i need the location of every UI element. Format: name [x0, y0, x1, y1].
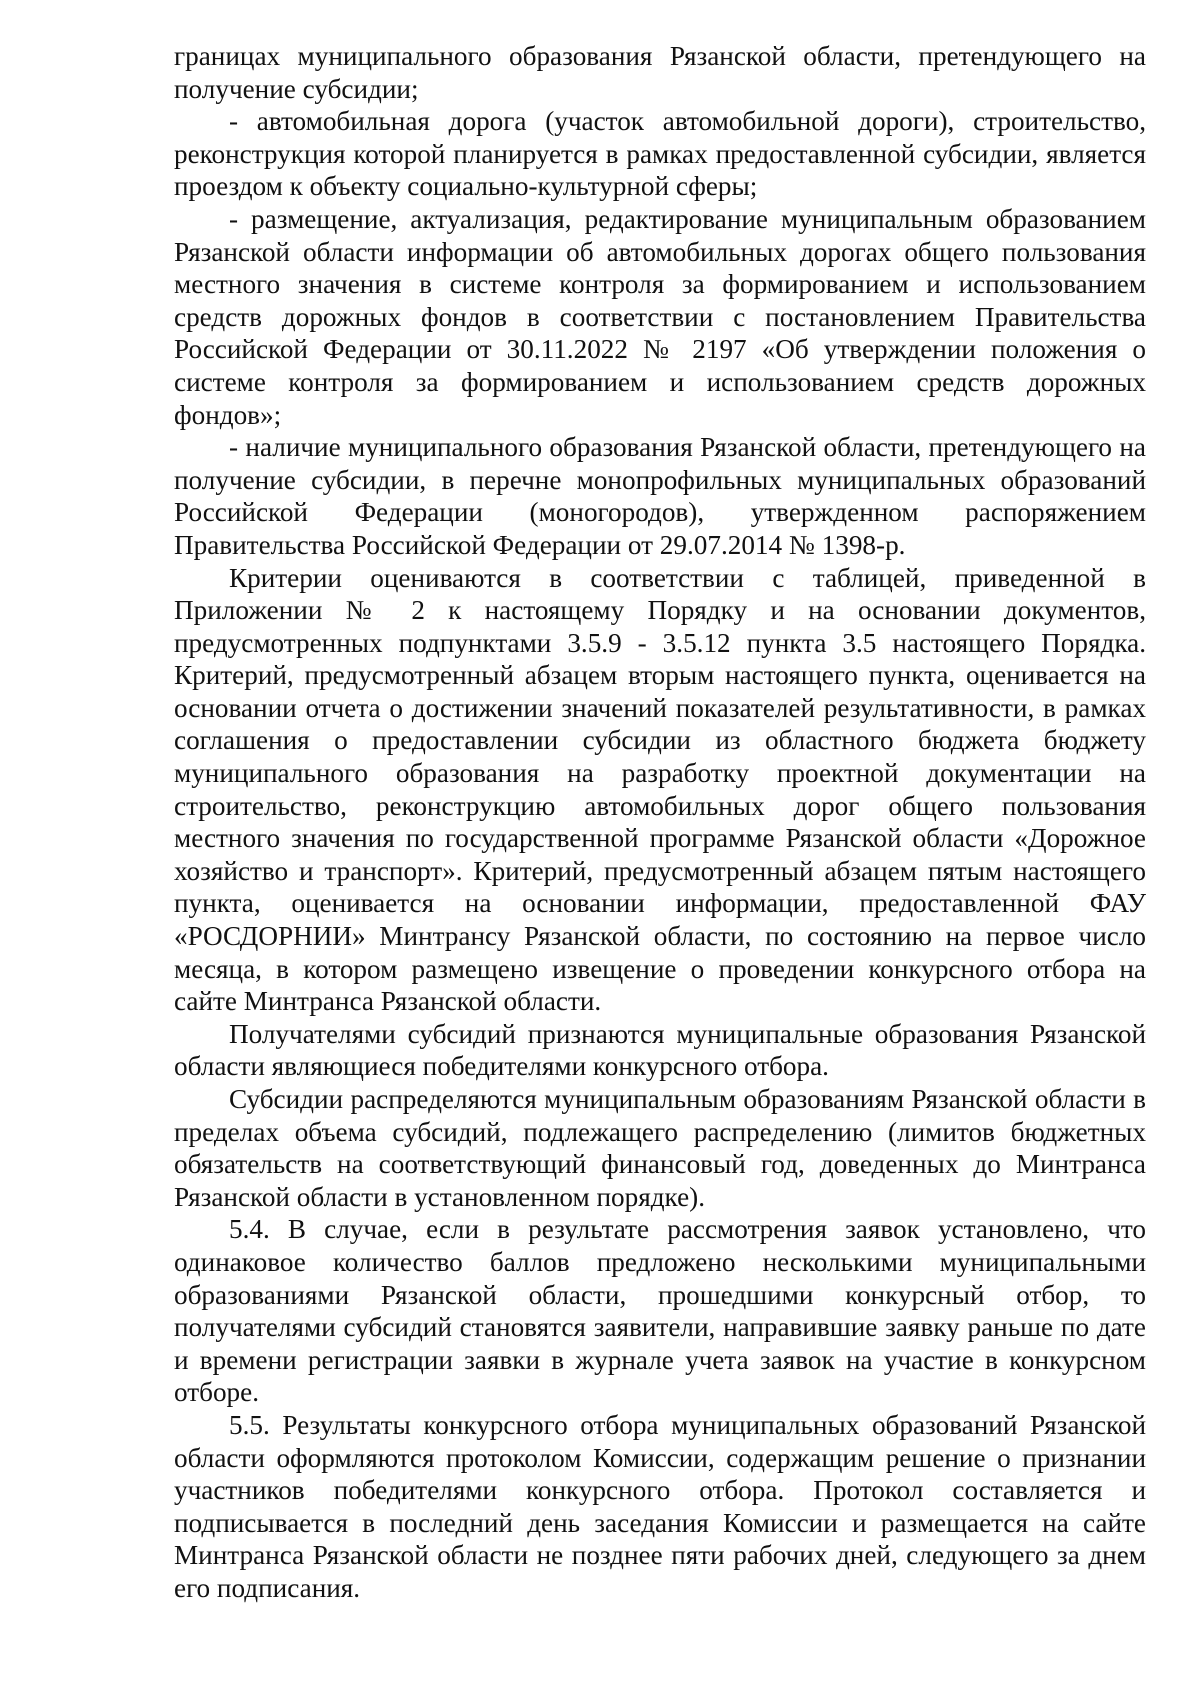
paragraph-criterion-road-access: - автомобильная дорога (участок автомобильной дороги), строительство, реконструкция которой планируется в рамках предоставленной субсидии, является проездом к объекту социально-культурной сферы; — [174, 106, 1146, 202]
paragraph-clause-5-5: 5.5. Результаты конкурсного отбора муниципальных образований Рязанской области оформляются протоколом Комиссии, содержащим решение о признании участников победителями конкурсного отбора. Протокол составляется и подписывается в последний день заседания Комиссии и размещается на сайте Минтранса Рязанской области не позднее пяти рабочих дней, следующего за днем его подписания. — [174, 1409, 1146, 1603]
paragraph-clause-5-4: 5.4. В случае, если в результате рассмотрения заявок установлено, что одинаковое количество баллов предложено несколькими муниципальными образованиями Рязанской области, прошедшими конкурсный отбор, то получателями субсидий становятся заявители, направившие заявку раньше по дате и времени регистрации заявки в журнале учета заявок на участие в конкурсном отборе. — [174, 1214, 1146, 1408]
document-page — [174, 40, 1146, 1605]
paragraph-continuation: границах муниципального образования Рязанской области, претендующего на получение субсидии; — [174, 41, 1146, 104]
paragraph-criterion-monotown: - наличие муниципального образования Рязанской области, претендующего на получение субсидии, в перечне монопрофильных муниципальных образований Российской Федерации (моногородов), утвержденном распоряжением Правительства Российской Федерации от 29.07.2014 № 1398-р. — [174, 432, 1146, 560]
paragraph-criteria-evaluation: Критерии оцениваются в соответствии с таблицей, приведенной в Приложении № 2 к настоящему Порядку и на основании документов, предусмотренных подпунктами 3.5.9 - 3.5.12 пункта 3.5 настоящего Порядка. Критерий, предусмотренный абзацем вторым настоящего пункта, оценивается на основании отчета о достижении значений показателей результативности, в рамках соглашения о предоставлении субсидии из областного бюджета бюджету муниципального образования на разработку проектной документации на строительство, реконструкцию автомобильных дорог общего пользования местного значения по государственной программе Рязанской области «Дорожное хозяйство и транспорт». Критерий, предусмотренный абзацем пятым настоящего пункта, оценивается на основании информации, предоставленной ФАУ «РОСДОРНИИ» Минтрансу Рязанской области, по состоянию на первое число месяца, в котором размещено извещение о проведении конкурсного отбора на сайте Минтранса Рязанской области. — [174, 562, 1146, 1017]
paragraph-criterion-road-info: - размещение, актуализация, редактирование муниципальным образованием Рязанской области информации об автомобильных дорогах общего пользования местного значения в системе контроля за формированием и использованием средств дорожных фондов в соответствии с постановлением Правительства Российской Федерации от 30.11.2022 № 2197 «Об утверждении положения о системе контроля за формированием и использованием средств дорожных фондов»; — [174, 203, 1146, 430]
paragraph-distribution: Субсидии распределяются муниципальным образованиям Рязанской области в пределах объема субсидий, подлежащего распределению (лимитов бюджетных обязательств на соответствующий финансовый год, доведенных до Минтранса Рязанской области в установленном порядке). — [174, 1084, 1146, 1212]
paragraph-recipients: Получателями субсидий признаются муниципальные образования Рязанской области являющиеся победителями конкурсного отбора. — [174, 1018, 1146, 1082]
